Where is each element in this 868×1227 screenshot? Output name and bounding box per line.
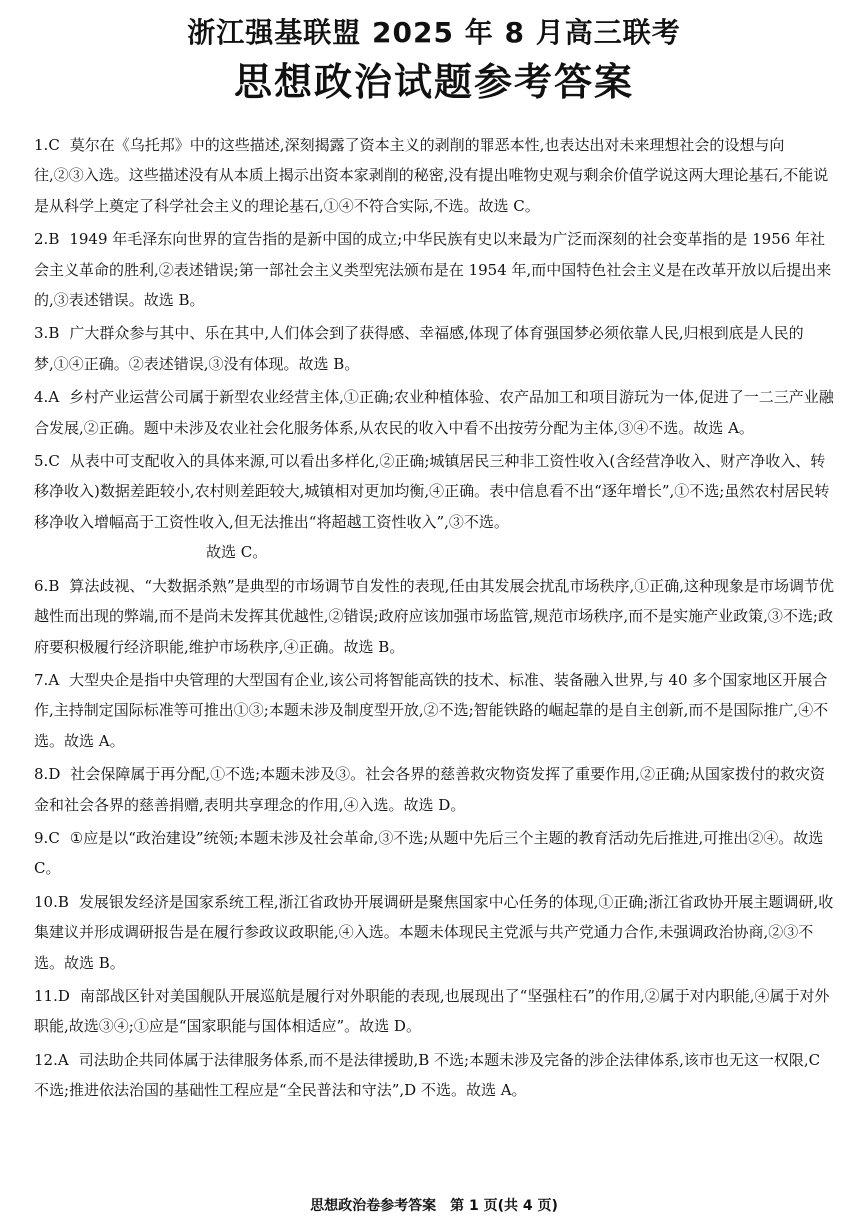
item-number: 2.	[34, 230, 49, 249]
answer-item	[34, 224, 834, 315]
page-footer: 思想政治卷参考答案 第 1 页(共 4 页)	[310, 1198, 558, 1214]
item-answer: D	[57, 986, 70, 1005]
item-explanation: 1949 年毛泽东向世界的宣告指的是新中国的成立;中华民族有史以来最为广泛而深刻的社会变革指的是 1956 年社会主义革命的胜利,②表述错误;第一部社会主义类型宪法颁布是在 1954 年,而中国特色社会主义是在改革开放以后提出来的,③表述错误。故选 B。	[34, 230, 832, 310]
item-explanation: 发展银发经济是国家系统工程,浙江省政协开展调研是聚焦国家中心任务的体现,①正确;浙江省政协开展主题调研,收集建议并形成调研报告是在履行参政议政职能,④入选。本题未体现民主党派与共产党通力合作,未强调政治协商,②③不选。故选 B。	[34, 892, 834, 972]
answer-item	[34, 318, 834, 379]
item-explanation: 社会保障属于再分配,①不选;本题未涉及③。社会各界的慈善救灾物资发挥了重要作用,②正确;从国家拨付的救灾资金和社会各界的慈善捐赠,表明共享理念的作用,④入选。故选 D。	[34, 765, 825, 814]
item-answer: C	[48, 452, 60, 471]
item-number: 4.	[34, 388, 49, 407]
item-number: 1.	[34, 136, 49, 154]
item-answer: B	[57, 892, 69, 911]
item-answer: A	[57, 1050, 69, 1069]
answer-item	[34, 446, 834, 568]
answer-item	[34, 823, 834, 884]
answer-item	[34, 981, 834, 1042]
item-number: 7.	[34, 670, 49, 689]
item-answer: C	[48, 136, 60, 154]
item-answer: B	[48, 324, 60, 343]
item-number: 6.	[34, 576, 49, 595]
answer-item	[34, 571, 834, 662]
item-answer: C	[48, 828, 60, 847]
page-title: 浙江强基联盟 2025 年 8 月高三联考	[187, 16, 681, 49]
item-explanation: 司法助企共同体属于法律服务体系,而不是法律援助,B 不选;本题未涉及完备的涉企法律体系,该市也无这一权限,C 不选;推进依法治国的基础性工程应是“全民普法和守法”,D 不选。故选 A。	[34, 1050, 821, 1100]
page-subtitle: 思想政治试题参考答案	[233, 60, 634, 104]
item-explanation: 南部战区针对美国舰队开展巡航是履行对外职能的表现,也展现出了“坚强柱石”的作用,②属于对内职能,④属于对外职能,故选③④;①应是“国家职能与国体相适应”。故选 D。	[34, 986, 830, 1036]
item-explanation: ①应是以“政治建设”统领;本题未涉及社会革命,③不选;从题中先后三个主题的教育活动先后推进,可推出②④。故选 C。	[34, 828, 824, 878]
item-answer: A	[48, 670, 60, 689]
item-explanation: 莫尔在《乌托邦》中的这些描述,深刻揭露了资本主义的剥削的罪恶本性,也表达出对未来理想社会的设想与向往,②③入选。这些描述没有从本质上揭示出资本家剥削的秘密,没有提出唯物史观与剩余价值学说这两大理论基石,不能说是从科学上奠定了科学社会主义的理论基石,①④不符合实际,不选。故选 C。	[34, 136, 829, 215]
item-conclusion: 故选 C。	[206, 543, 268, 562]
item-answer: B	[48, 576, 60, 595]
item-answer: B	[48, 230, 60, 249]
answer-item	[34, 665, 834, 756]
item-number: 11.	[34, 986, 58, 1005]
item-explanation: 算法歧视、“大数据杀熟”是典型的市场调节自发性的表现,任由其发展会扰乱市场秩序,①正确,这种现象是市场调节优越性而出现的弊端,而不是尚未发挥其优越性,②错误;政府应该加强市场监管,规范市场秩序,而不是实施产业政策,③不选;政府要积极履行经济职能,维护市场秩序,④正确。故选 B。	[34, 576, 834, 656]
answer-item	[34, 887, 834, 978]
item-explanation: 广大群众参与其中、乐在其中,人们体会到了获得感、幸福感,体现了体育强国梦必须依靠人民,归根到底是人民的梦,①④正确。②表述错误,③没有体现。故选 B。	[34, 324, 804, 373]
item-number: 9.	[34, 828, 49, 847]
answer-item	[34, 382, 834, 443]
item-explanation: 从表中可支配收入的具体来源,可以看出多样化,②正确;城镇居民三种非工资性收入(含经营净收入、财产净收入、转移净收入)数据差距较小,农村则差距较大,城镇相对更加均衡,④正确。表中信息看不出“逐年增长”,①不选;虽然农村居民转移净收入增幅高于工资性收入,但无法推出“将超越工资性收入”,③不选。	[34, 452, 830, 531]
answer-list	[34, 130, 834, 1106]
answer-item	[34, 130, 834, 221]
item-number: 10.	[34, 892, 58, 911]
item-explanation: 乡村产业运营公司属于新型农业经营主体,①正确;农业种植体验、农产品加工和项目游玩为一体,促进了一二三产业融合发展,②正确。题中未涉及农业社会化服务体系,从农民的收入中看不出按劳分配为主体,③④不选。故选 A。	[34, 388, 834, 437]
answer-item	[34, 1045, 834, 1106]
answer-item	[34, 759, 834, 820]
item-number: 3.	[34, 324, 49, 343]
item-answer: A	[48, 388, 60, 407]
item-explanation: 大型央企是指中央管理的大型国有企业,该公司将智能高铁的技术、标准、装备融入世界,与 40 多个国家地区开展合作,主持制定国际标准等可推出①③;本题未涉及制度型开放,②不选;智能铁路的崛起靠的是自主创新,而不是国际推广,④不选。故选 A。	[34, 670, 829, 750]
item-number: 12.	[34, 1050, 58, 1069]
item-number: 8.	[34, 765, 49, 784]
item-answer: D	[48, 765, 61, 784]
item-number: 5.	[34, 452, 49, 471]
